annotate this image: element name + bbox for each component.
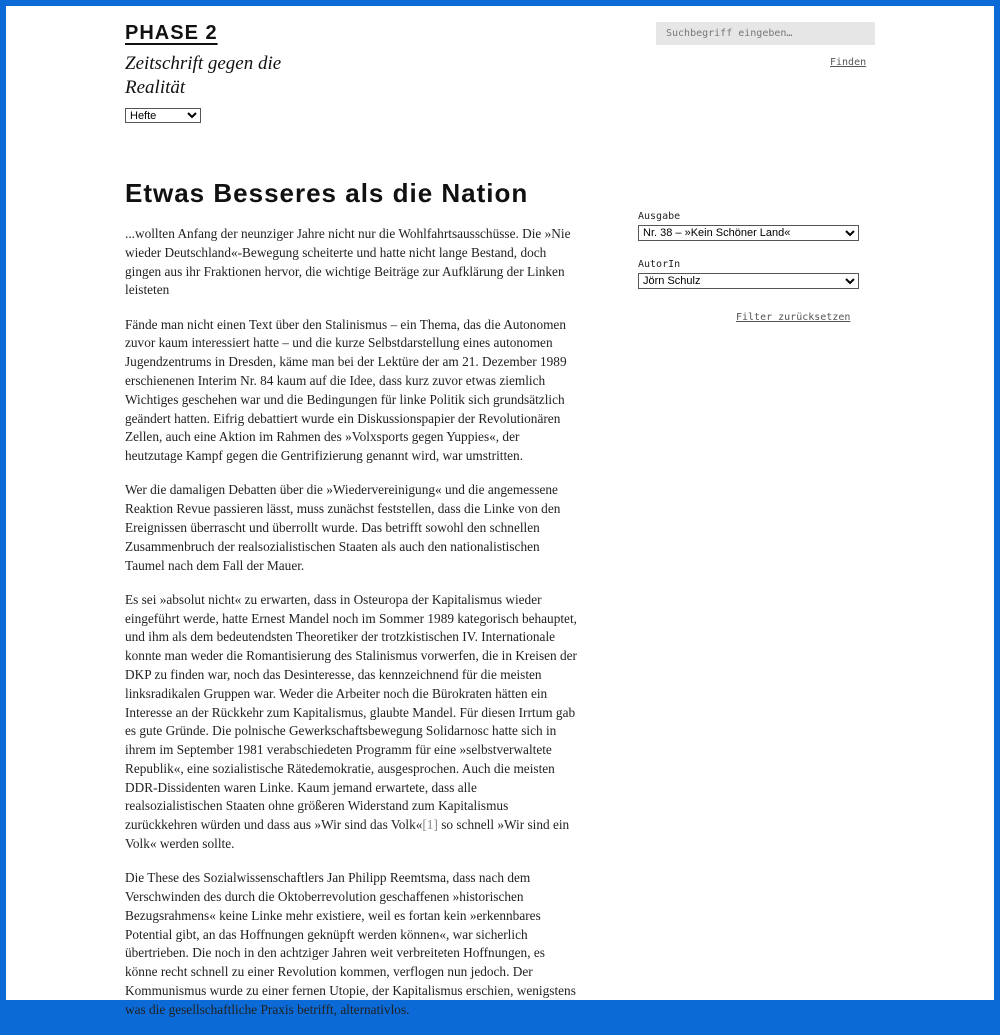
issue-filter-label: Ausgabe [638,211,681,222]
article-paragraph: Wer die damaligen Debatten über die »Wiedervereinigung« und die angemessene Reaktion Revue passieren lässt, muss zunächst feststellen, dass die Linke von den Ereignissen überrascht und überrollt wurde. Das betrifft sowohl den schnellen Zusammenbruch der realsozialistischen Staaten als auch den nationalistischen Taumel nach dem Fall der Mauer. [125,482,561,573]
article-paragraph [125,591,577,854]
reset-filter-link[interactable]: Filter zurücksetzen [736,312,851,323]
article-title: Etwas Besseres als die Nation [125,178,529,208]
author-filter-label: AutorIn [638,259,681,270]
paragraph-text: Es sei »absolut nicht« zu erwarten, dass in Osteuropa der Kapitalismus wieder eingeführt werde, hatte Ernest Mandel noch im Sommer 1989 kategorisch behauptet, und ihm als dem bedeutendsten Theoretiker der trotzkistischen IV. Internationale konnte man weder die Romantisierung des Stalinismus vorwerfen, die in Kreisen der DKP zu finden war, noch das Desinteresse, das kennzeichnend für die meisten linksradikalen Gruppen war. Weder die Arbeiter noch die Bürokraten hätten ein Interesse an der Rückkehr zum Kapitalismus, glaubte Mandel. Für diesen Irrtum gab es gute Gründe. Die polnische Gewerkschaftsbewegung Solidarnosc hatte sich in ihrem im September 1981 verabschiedeten Programm für eine »selbstverwaltete Republik«, eine sozialistische Rätedemokratie, ausgesprochen. Auch die meisten DDR-Dissidenten waren Linke. Kaum jemand erwartete, dass alle realsozialistischen Staaten ohne größeren Widerstand zum Kapitalismus zurückkehren würden und dass aus »Wir sind das Volk« [125,591,577,833]
site-tagline: Zeitschrift gegen die Realität [125,53,282,98]
article-lead: ...wollten Anfang der neunziger Jahre nicht nur die Wohlfahrtsausschüsse. Die »Nie wieder Deutschland«-Bewegung scheiterte und hatte nicht lange Bestand, doch gingen aus ihr Fraktionen hervor, die wichtige Beiträge zur Aufklärung der Linken leisteten [125,226,571,298]
site-logo[interactable]: PHASE 2 [125,22,218,44]
find-button[interactable]: Finden [830,57,867,68]
article-paragraph: Die These des Sozialwissenschaftlers Jan Philipp Reemtsma, dass nach dem Verschwinden des durch die Oktoberrevolution geschaffenen »historischen Bezugsrahmens« keine Linke mehr existiere, weil es fortan kein »erkennbares Potential gibt, an das Hoffnungen geknüpft werden können«, war sicherlich übertrieben. Die noch in den achtziger Jahren weit verbreiteten Hoffnungen, es könne recht schnell zu einer Revolution kommen, verflogen nun jedoch. Der Kommunismus wurde zu einer fernen Utopie, der Kapitalismus erschien, wenigstens was die gesellschaftliche Praxis betrifft, alternativlos. [125,870,576,1017]
article-body [125,225,577,1035]
footnote-link[interactable]: [1] [422,817,438,833]
article-paragraph: Fände man nicht einen Text über den Stalinismus – ein Thema, das die Autonomen zuvor kaum interessiert hatte – und die kurze Selbstdarstellung eines autonomen Jugendzentrums in Dresden, käme man bei der Lektüre der am 21. Dezember 1989 erschienenen Interim Nr. 84 kaum auf die Idee, dass kurz zuvor etwas ziemlich Wichtiges geschehen war und die Bedingungen für linke Politik sich grundsätzlich geändert hatten. Eifrig debattiert wurde ein Diskussionspapier der Revolutionären Zellen, auch eine Aktion im Rahmen des »Volxsports gegen Yuppies«, der heutzutage Kampf gegen die Gentrifizierung genannt wird, war umstritten. [125,316,567,464]
issue-filter-select[interactable] [638,225,859,241]
paragraph-text: so schnell »Wir sind ein Volk« werden sollte. [125,817,570,852]
hefte-menu-select[interactable] [125,108,201,123]
search-input[interactable] [656,22,875,45]
author-filter-select[interactable] [638,273,859,289]
page [6,6,994,1017]
